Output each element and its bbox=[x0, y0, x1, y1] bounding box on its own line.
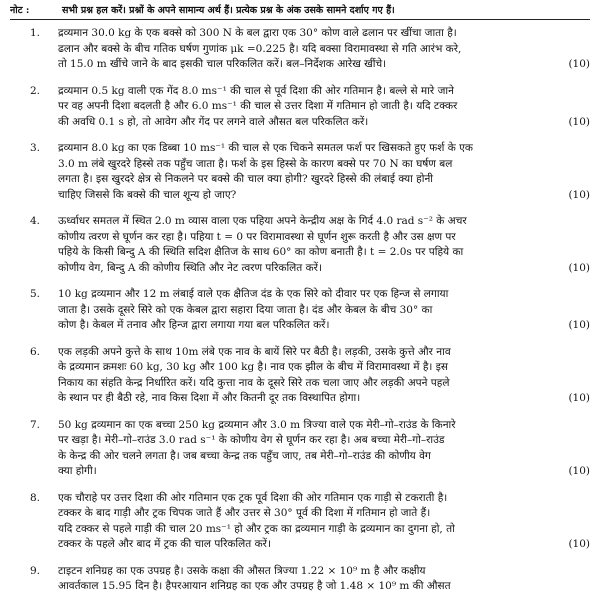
question-line-text: द्रव्यमान 8.0 kg का एक डिब्बा 10 ms⁻¹ की चाल से एक चिकने समतल फर्श पर खिसकते हुए फर्श के एक bbox=[58, 142, 473, 154]
question-line-text: पर खड़ा है। मेरी–गो–राउंड 3.0 rad s⁻¹ के कोणीय वेग से घूर्णन कर रहा है। अब बच्चा मेरी–गो–राउंड bbox=[58, 434, 445, 446]
question-marks: (10) bbox=[568, 319, 590, 331]
question-line-text: के द्रव्यमान क्रमशः 60 kg, 30 kg और 100 kg है। नाव एक झील के बीच में विरामावस्था में है। इस bbox=[58, 361, 449, 373]
question-line bbox=[58, 26, 590, 42]
question-number: 4. bbox=[30, 215, 41, 227]
question-line-text: कोणीय त्वरण से घूर्णन कर रहा है। पहिया t = 0 पर विरामावस्था से घूर्णन शुरू करती है और उस क्षण पर bbox=[58, 230, 456, 243]
question-item bbox=[10, 491, 590, 553]
question-text bbox=[58, 84, 590, 131]
question-line bbox=[58, 579, 590, 595]
question-marks: (10) bbox=[568, 465, 590, 477]
question-item bbox=[10, 214, 590, 276]
question-line bbox=[58, 564, 590, 580]
question-line bbox=[58, 261, 590, 277]
question-line-text: लगता है। इस खुरदरे क्षेत्र से निकलने पर बक्से की चाल क्या होगी? खुरदरे हिस्से की लंबाई क्या होनी bbox=[58, 173, 434, 185]
question-line bbox=[58, 464, 590, 480]
question-line-text: ऊर्ध्वाधर समतल में स्थित 2.0 m व्यास वाला एक पहिया अपने केन्द्रीय अक्ष के गिर्द 4.0 rad s⁻² के अचर bbox=[58, 215, 467, 227]
question-line bbox=[58, 84, 590, 100]
question-line-text: कोण है। केबल में तनाव और हिन्ज द्वारा लगाया गया बल परिकलित करें। bbox=[58, 319, 330, 331]
question-marks: (10) bbox=[568, 115, 590, 128]
question-line bbox=[58, 303, 590, 319]
question-line bbox=[58, 188, 590, 204]
question-line-text: 10 kg द्रव्यमान और 12 m लंबाई वाले एक क्षैतिज दंड के एक सिरे को दीवार पर एक हिन्ज से लगाया bbox=[58, 288, 449, 300]
question-line-text: क्या होगी। bbox=[58, 465, 97, 477]
question-text bbox=[58, 141, 590, 203]
question-number: 7. bbox=[30, 418, 41, 431]
question-line-text: के केन्द्र की ओर चलने लगता है। जब बच्चा केन्द्र तक पहुँच जाए, तब मेरी–गो–राउंड की कोणीय वेग bbox=[58, 449, 431, 462]
question-number: 3. bbox=[30, 142, 41, 154]
question-line-text: टाइटन शनिग्रह का एक उपग्रह है। उसके कक्षा की औसत त्रिज्या 1.22 × 10⁹ m है और कक्षीय bbox=[58, 564, 426, 577]
question-line bbox=[58, 318, 590, 334]
question-text bbox=[58, 491, 590, 553]
note-text: सभी प्रश्न हल करें। प्रश्नों के अपने सामान्य अर्थ हैं। प्रत्येक प्रश्न के अंक उसके सामने दर्शाए गए हैं। bbox=[62, 5, 395, 16]
question-line-text: 3.0 m लंबे खुरदरे हिस्से तक पहुँच जाता है। फर्श के इस हिस्से के कारण बक्से पर 70 N का घर्षण बल bbox=[58, 157, 453, 170]
question-line bbox=[58, 433, 590, 449]
question-line-text: के स्थान पर ही बैठी रहे, नाव किस दिशा में और कितनी दूर तक विस्थापित होगा। bbox=[58, 392, 361, 404]
question-line bbox=[58, 245, 590, 261]
question-line bbox=[58, 491, 590, 507]
question-line-text: पर वह अपनी दिशा बदलती है और 6.0 ms⁻¹ की चाल से उत्तर दिशा में गतिमान हो जाती है। यदि टक्कर bbox=[58, 100, 458, 112]
question-line-text: निकाय का संहति केन्द्र निर्धारित करें। यदि कुत्ता नाव के दूसरे सिरे तक चला जाए और लड़की अपने पहले bbox=[58, 376, 450, 389]
question-text bbox=[58, 345, 590, 407]
question-line-text: यदि टक्कर से पहले गाड़ी की चाल 20 ms⁻¹ हो और ट्रक का द्रव्यमान गाड़ी के द्रव्यमान का दुगना हो, तो bbox=[58, 522, 455, 535]
question-marks: (10) bbox=[568, 188, 590, 201]
question-number: 6. bbox=[30, 345, 41, 358]
question-line bbox=[58, 345, 590, 361]
question-line-text: 50 kg द्रव्यमान का एक बच्चा 250 kg द्रव्यमान और 3.0 m त्रिज्या वाले एक मेरी–गो–राउंड के किनारे bbox=[58, 418, 456, 431]
question-line bbox=[58, 376, 590, 392]
question-line-text: ढलान और बक्से के बीच गतिक घर्षण गुणांक μk =0.225 है। यदि बक्सा विरामावस्था से गति आरंभ करे, bbox=[58, 42, 462, 55]
question-line bbox=[58, 214, 590, 230]
question-text bbox=[58, 564, 590, 595]
question-line bbox=[58, 287, 590, 303]
question-line-text: चाहिए जिससे कि बक्से की चाल शून्य हो जाए? bbox=[58, 188, 237, 201]
question-line-text: एक लड़की अपने कुत्ते के साथ 10m लंबे एक नाव के बायें सिरे पर बैठी है। लड़की, उसके कुत्ते और नाव bbox=[58, 345, 451, 358]
question-line-text: तो 15.0 m खींचे जाने के बाद इसकी चाल परिकलित करें। बल–निर्देशक आरेख खींचे। bbox=[58, 58, 387, 70]
question-line bbox=[58, 157, 590, 173]
question-item bbox=[10, 287, 590, 334]
question-item bbox=[10, 564, 590, 595]
question-line bbox=[58, 172, 590, 188]
question-item bbox=[10, 84, 590, 131]
question-text bbox=[58, 287, 590, 334]
question-line bbox=[58, 57, 590, 73]
question-line bbox=[58, 506, 590, 522]
question-line-text: टक्कर के पहले और बाद में ट्रक की चाल परिकलित करें। bbox=[58, 538, 271, 550]
question-number: 2. bbox=[30, 84, 41, 97]
question-marks: (10) bbox=[568, 538, 590, 550]
question-item bbox=[10, 345, 590, 407]
instructions-note bbox=[10, 2, 590, 20]
question-line bbox=[58, 537, 590, 553]
question-line-text: द्रव्यमान 30.0 kg के एक बक्से को 300 N के बल द्वारा एक 30° कोण वाले ढलान पर खींचा जाता है। bbox=[58, 27, 457, 39]
question-item bbox=[10, 26, 590, 73]
question-line bbox=[58, 115, 590, 131]
question-line bbox=[58, 230, 590, 246]
question-line-text: आवर्तकाल 15.95 दिन है। हैपरआयान शनिग्रह का एक और उपग्रह है जो 1.48 × 10⁹ m की औसत bbox=[58, 580, 451, 592]
question-list bbox=[10, 26, 590, 595]
question-line-text: पहिये के किसी बिन्दु A की स्थिति सदिश क्षैतिज के साथ 60° का कोण बनाती है। t = 2.0s पर पहिये का bbox=[58, 246, 464, 258]
question-line bbox=[58, 391, 590, 407]
question-line-text: कोणीय वेग, बिन्दु A की कोणीय स्थिति और नेट त्वरण परिकलित करें। bbox=[58, 261, 322, 274]
question-text bbox=[58, 214, 590, 276]
question-marks: (10) bbox=[568, 392, 590, 404]
question-text bbox=[58, 26, 590, 73]
question-line bbox=[58, 42, 590, 58]
question-line bbox=[58, 418, 590, 434]
question-line-text: जाता है। उसके दूसरे सिरे को एक केबल द्वारा सहारा दिया जाता है। दंड और केबल के बीच 30° का bbox=[58, 303, 433, 316]
question-text bbox=[58, 418, 590, 480]
question-line bbox=[58, 449, 590, 465]
question-item bbox=[10, 418, 590, 480]
question-line bbox=[58, 360, 590, 376]
question-line-text: की अवधि 0.1 s हो, तो आवेग और गेंद पर लगने वाले औसत बल परिकलित करें। bbox=[58, 115, 369, 128]
question-line-text: द्रव्यमान 0.5 kg वाली एक गेंद 8.0 ms⁻¹ की चाल से पूर्व दिशा की ओर गतिमान है। बल्ले से मारे जाने bbox=[58, 84, 454, 97]
question-number: 5. bbox=[30, 288, 41, 300]
question-item bbox=[10, 141, 590, 203]
question-line bbox=[58, 99, 590, 115]
question-line bbox=[58, 522, 590, 538]
question-number: 8. bbox=[30, 491, 41, 504]
question-line bbox=[58, 141, 590, 157]
question-number: 1. bbox=[30, 27, 41, 39]
question-marks: (10) bbox=[568, 261, 590, 274]
question-line-text: एक चौराहे पर उत्तर दिशा की ओर गतिमान एक ट्रक पूर्व दिशा की ओर गतिमान एक गाड़ी से टकराती है। bbox=[58, 491, 448, 504]
question-marks: (10) bbox=[568, 58, 590, 70]
note-label: नोट : bbox=[10, 5, 30, 16]
question-line-text: टक्कर के बाद गाड़ी और ट्रक चिपक जाते हैं और उत्तर से 30° पूर्व की दिशा में गतिमान हो जाते हैं। bbox=[58, 507, 431, 519]
question-number: 9. bbox=[30, 564, 41, 577]
